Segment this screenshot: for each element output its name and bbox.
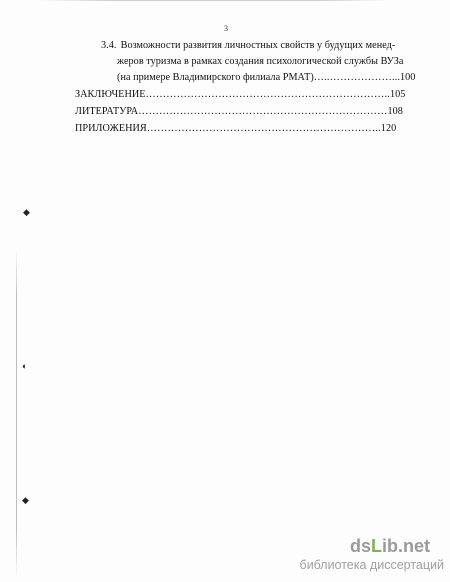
toc-section-3-4-line-3: [117, 72, 415, 84]
toc-entry-label: ЛИТЕРАТУРА: [75, 106, 139, 117]
toc-section-number: 3.4.: [101, 40, 117, 51]
toc-page-ref: 120: [380, 123, 397, 134]
page-left-edge: [16, 248, 17, 578]
toc-section-3-4-line-2: [117, 56, 403, 68]
toc-leader-dots: …………………………………………………………..: [146, 123, 381, 134]
binding-hole-mark-icon: ◆: [23, 207, 30, 217]
toc-page-ref: ..100: [394, 72, 416, 83]
toc-section-title-line-2: жеров туризма в рамках создания психологической службы ВУЗа: [117, 56, 404, 67]
scan-noise-dots: [150, 100, 270, 104]
binding-hole-mark-icon: ◐: [22, 361, 28, 371]
toc-entry-appendices: [75, 123, 396, 135]
toc-leader-dots: ……………………………………………………………..: [145, 89, 390, 100]
toc-page-ref: 108: [387, 106, 403, 117]
toc-page-ref: 105: [389, 89, 406, 100]
toc-section-3-4-line-1: [101, 40, 395, 52]
toc-leader-dots: …..……………….: [313, 72, 395, 83]
watermark-logo: dsLib.net: [350, 536, 431, 556]
toc-section-title-line-1: Возможности развития личностных свойств у будущих менед-: [120, 40, 396, 51]
toc-entry-literature: [75, 106, 403, 118]
toc-entry-label: ЗАКЛЮЧЕНИЕ: [75, 89, 146, 100]
page-number: 3: [224, 24, 228, 33]
binding-hole-mark-icon: ◆: [22, 495, 29, 505]
watermark-subtitle: библиотека диссертаций: [299, 558, 444, 572]
toc-section-title-line-3: (на примере Владимирского филиала РМАТ): [117, 72, 314, 83]
toc-entry-label: ПРИЛОЖЕНИЯ: [75, 123, 147, 134]
toc-leader-dots: ………………………………………………………………: [138, 106, 388, 117]
site-watermark[interactable]: [258, 536, 444, 576]
